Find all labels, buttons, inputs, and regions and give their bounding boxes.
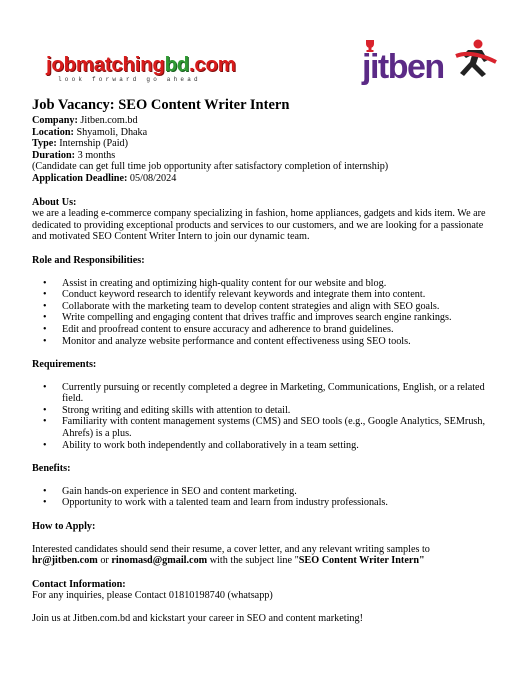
apply-heading: How to Apply: [32, 521, 96, 533]
jitben-wordmark: jitben [362, 48, 444, 86]
list-item: • Currently pursuing or recently completed a degree in Marketing, Communications, English, or a related field. [62, 382, 494, 405]
job-title: Job Vacancy: SEO Content Writer Intern [32, 97, 290, 113]
about-heading: About Us: [32, 196, 77, 208]
list-item: • Edit and proofread content to ensure accuracy and adherence to brand guidelines. [62, 324, 494, 336]
list-item: • Gain hands-on experience in SEO and content marketing. [62, 486, 494, 498]
jobmatchingbd-tagline: look forward go ahead [58, 76, 201, 83]
jobmatchingbd-logo [46, 55, 258, 81]
field-type: Type: Internship (Paid) [32, 138, 129, 150]
list-item: • Conduct keyword research to identify relevant keywords and integrate them into content. [62, 289, 494, 301]
requirements-heading: Requirements: [32, 359, 97, 371]
list-item: • Collaborate with the marketing team to develop content strategies and align with SEO goals. [62, 301, 494, 313]
list-item: • Familiarity with content management systems (CMS) and SEO tools (e.g., Google Analytics, SEMrush, Ahrefs) is a plus. [62, 416, 494, 439]
email-rinomasd-link[interactable]: rinomasd@gmail.com [111, 555, 208, 567]
roles-heading: Role and Responsibilities: [32, 254, 145, 266]
email-hr-link[interactable]: hr@jitben.com [32, 555, 98, 567]
benefits-heading: Benefits: [32, 463, 71, 475]
jobmatchingbd-wordmark: jobmatchingbd.com [46, 53, 236, 76]
list-item: • Ability to work both independently and collaboratively in a team setting. [62, 440, 494, 452]
internship-note: (Candidate can get full time job opportunity after satisfactory completion of internship) [32, 161, 389, 173]
benefits-list [32, 486, 494, 509]
job-content [32, 97, 494, 625]
closing-text: Join us at Jitben.com.bd and kickstart your career in SEO and content marketing! [32, 613, 364, 624]
subject-line: SEO Content Writer Intern" [298, 555, 425, 567]
list-item: • Write compelling and engaging content that drives traffic and improves search engine rankings. [62, 312, 494, 324]
roles-list [32, 278, 494, 348]
about-text: we are a leading e-commerce company specializing in fashion, home appliances, gadgets and kids item. We are dedicated to providing exceptional products and services to our customers, and we are looking for a passionate and motivated SEO Content Writer Intern to join our dynamic team. [32, 208, 486, 243]
list-item: • Opportunity to work with a talented team and learn from industry professionals. [62, 497, 494, 509]
jitben-logo-icon [360, 36, 500, 88]
field-deadline: Application Deadline: 05/08/2024 [32, 172, 177, 184]
jitben-logo [360, 36, 500, 88]
spacer [32, 533, 494, 544]
list-item: • Monitor and analyze website performance and content effectiveness using SEO tools. [62, 336, 494, 348]
list-item: • Assist in creating and optimizing high-quality content for our website and blog. [62, 278, 494, 290]
contact-heading: Contact Information: [32, 578, 126, 590]
requirements-list [32, 382, 494, 452]
runner-icon [456, 40, 496, 78]
contact-text: For any inquiries, please Contact 01810198740 (whatsapp) [32, 590, 273, 602]
field-location: Location: Shyamoli, Dhaka [32, 126, 148, 138]
list-item: • Strong writing and editing skills with attention to detail. [62, 405, 494, 417]
field-company: Company: Jitben.com.bd [32, 115, 138, 126]
spacer [32, 602, 494, 613]
field-duration: Duration: 3 months [32, 149, 116, 161]
apply-text: Interested candidates should send their resume, a cover letter, and any relevant writing samples to hr@jitben.com or rinomasd@gmail.com with the subject line "SEO Content Writer Intern" [32, 543, 430, 567]
